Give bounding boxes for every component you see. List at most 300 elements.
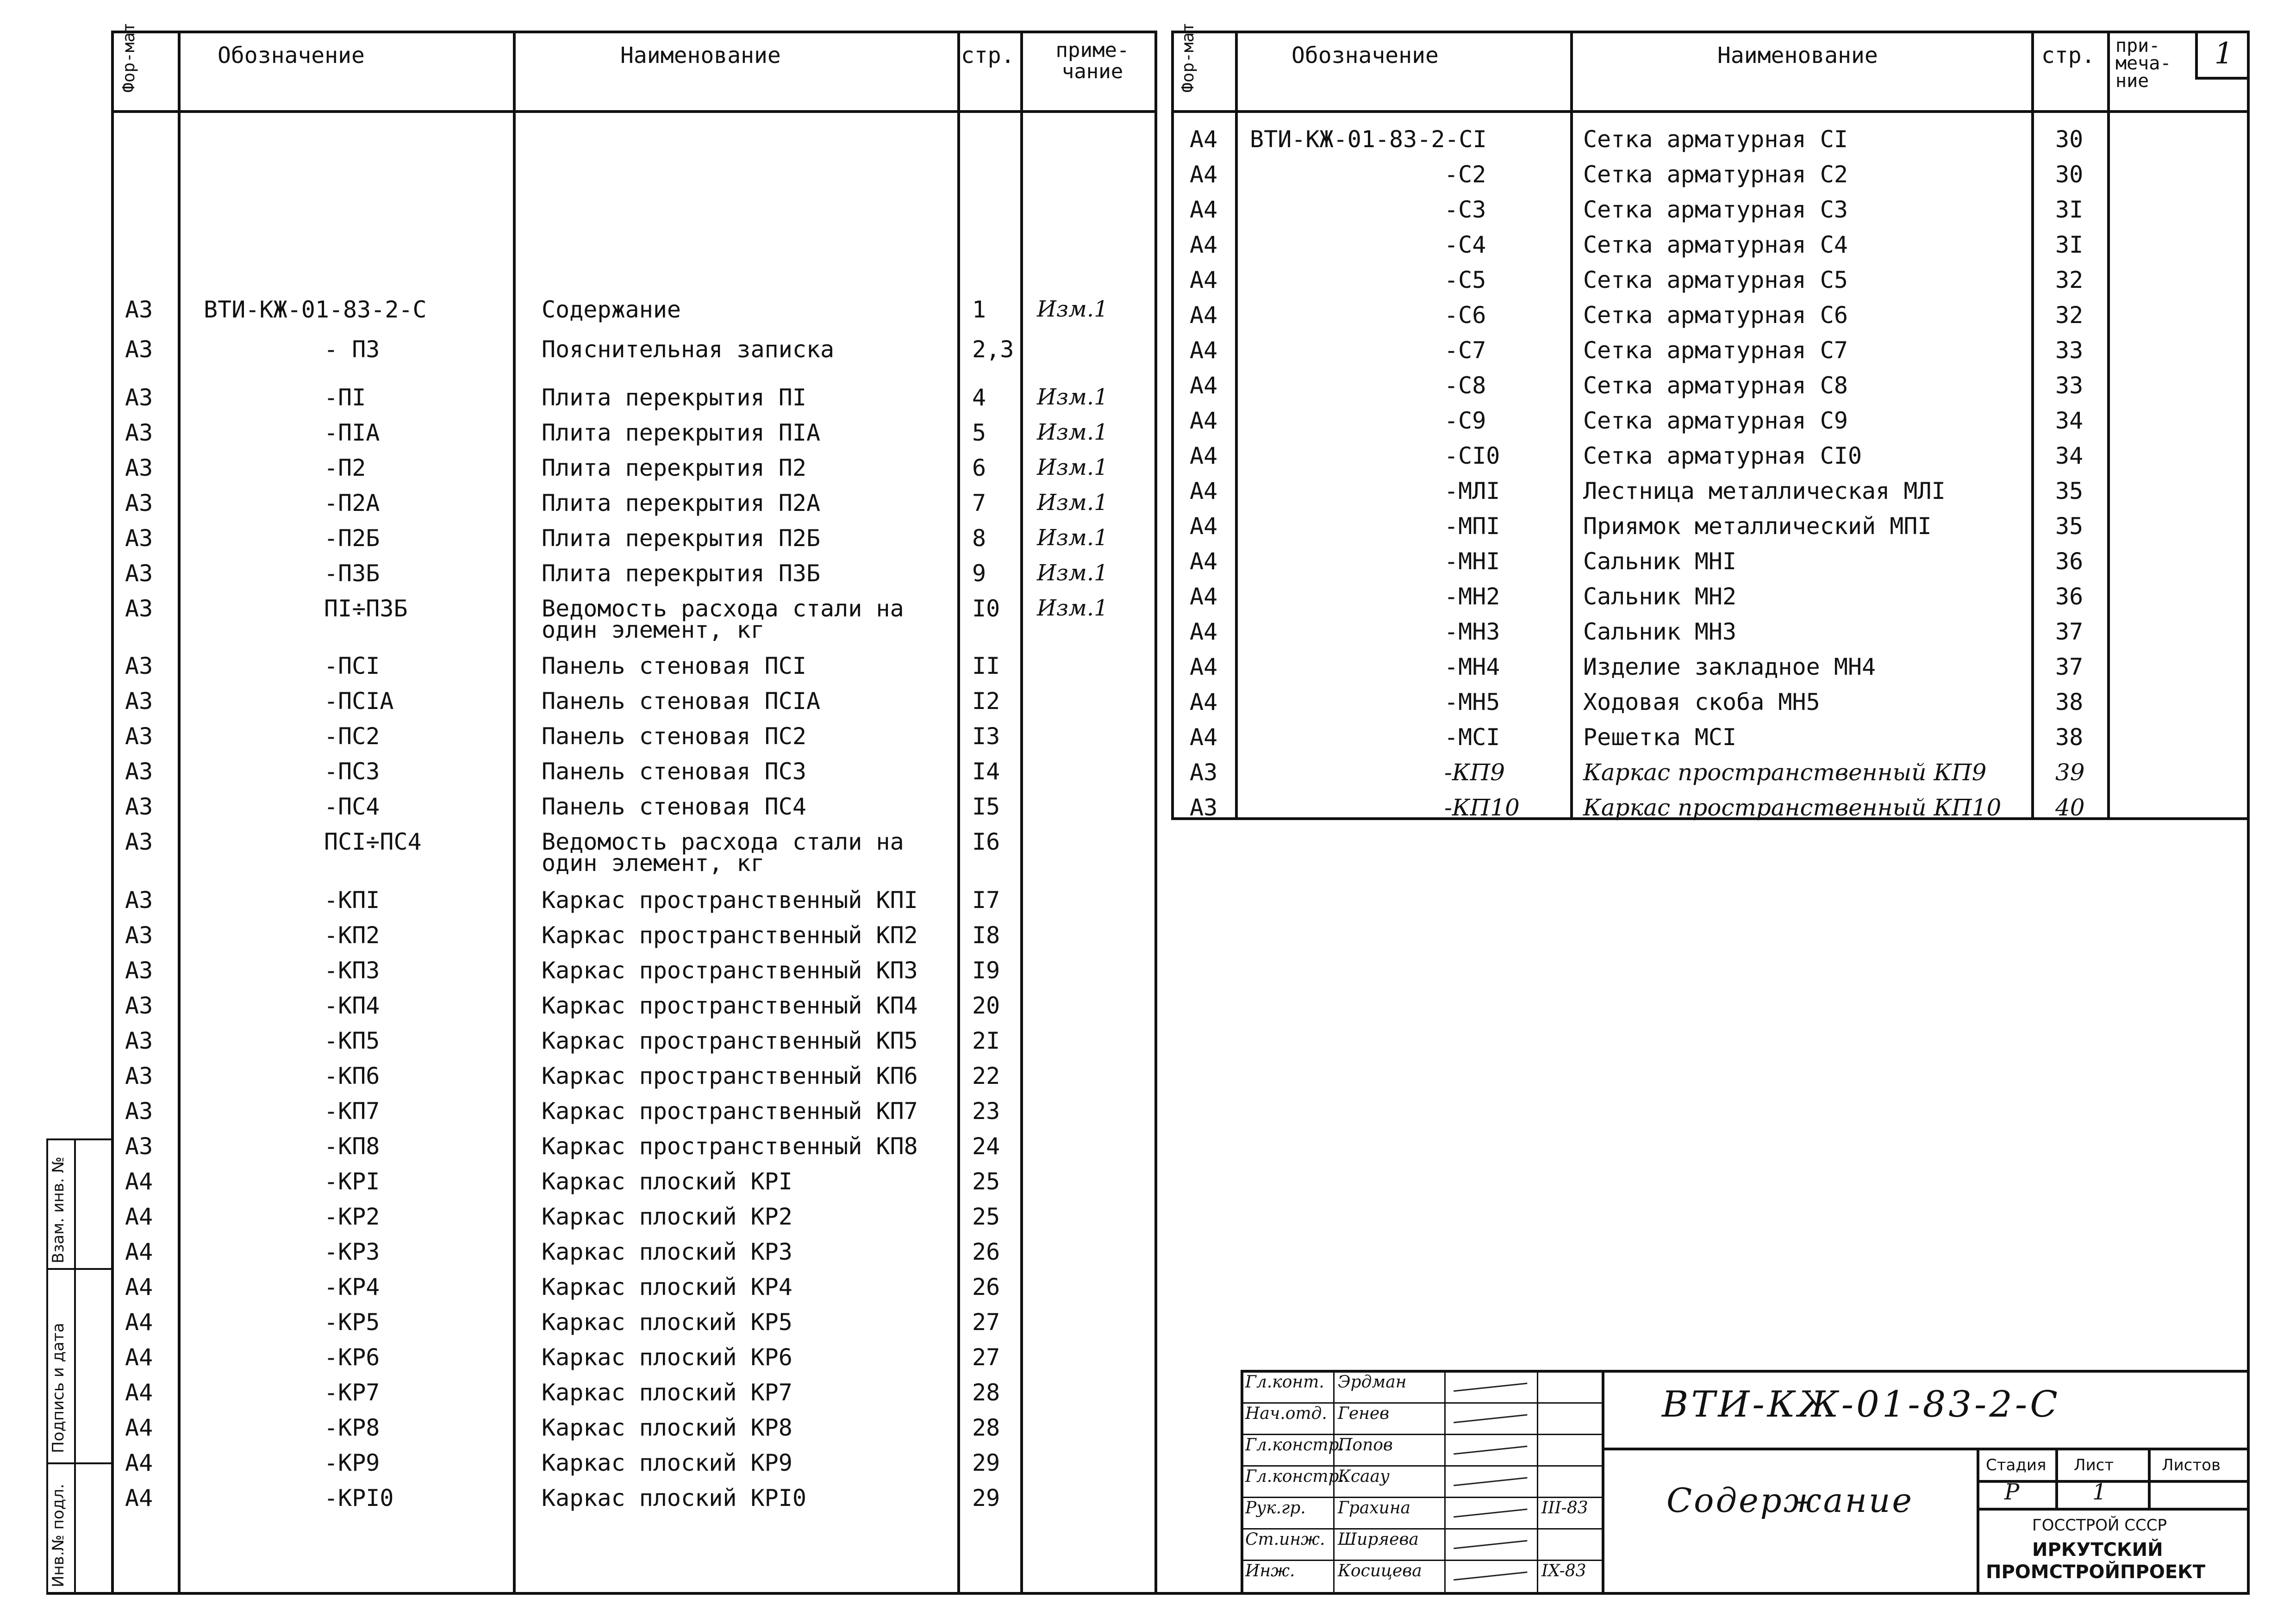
table-row	[0, 583, 2222, 618]
stamp-sheet-label: Лист	[2074, 1456, 2114, 1474]
format-cell: А4	[1190, 618, 1218, 645]
sheet-number-box	[2195, 31, 2250, 80]
stamp-code: ВТИ-КЖ-01-83-2-С	[1662, 1384, 2060, 1425]
format-cell: А3	[125, 922, 153, 949]
name-cell: Каркас пространственный КП7	[542, 1098, 918, 1125]
format-cell: А4	[1190, 653, 1218, 680]
name-cell: Лестница металлическая МЛI	[1583, 478, 1946, 504]
page-cell: I2	[972, 688, 1000, 715]
note-cell: Изм.1	[1037, 560, 1108, 586]
table-row	[0, 957, 1157, 992]
page-cell: 7	[972, 490, 986, 516]
name-cell: Сальник МН2	[1583, 583, 1737, 610]
page-cell: 5	[972, 419, 986, 446]
table-row	[0, 992, 1157, 1027]
name-cell: Каркас плоский КР2	[542, 1203, 792, 1230]
name-cell: Каркас плоский КР5	[542, 1309, 792, 1336]
page-cell: 2,3	[972, 336, 1014, 363]
margin-sep2	[46, 1462, 111, 1464]
designation-cell: -КП6	[324, 1063, 380, 1089]
name-cell: Каркас пространственный КП9	[1583, 759, 1987, 786]
left-header-note: приме-чание	[1055, 38, 1129, 83]
margin-inner	[74, 1138, 76, 1595]
stamp-stage-div1	[2055, 1448, 2058, 1508]
name-cell: Каркас плоский КР8	[542, 1414, 792, 1441]
designation-cell: -МСI	[1444, 724, 1500, 751]
designation-cell: ПСI÷ПС4	[324, 828, 422, 855]
page-cell: 3I	[2055, 231, 2084, 258]
left-table-top	[111, 31, 1157, 33]
designation-cell: -КП8	[324, 1133, 380, 1160]
name-cell: Сетка арматурная СI0	[1583, 442, 1862, 469]
format-cell: А4	[1190, 302, 1218, 329]
format-cell: А3	[125, 957, 153, 984]
table-row	[0, 618, 2222, 653]
designation-cell: -КР5	[324, 1309, 380, 1336]
format-cell: А3	[125, 653, 153, 679]
stamp-row-line	[1241, 1402, 1602, 1404]
stamp-code-bottom	[1602, 1448, 2250, 1450]
format-cell: А3	[125, 793, 153, 820]
format-cell: А3	[125, 525, 153, 552]
page-cell: 2I	[972, 1027, 1000, 1054]
format-cell: А4	[1190, 267, 1218, 293]
format-cell: А4	[125, 1168, 153, 1195]
page-cell: 8	[972, 525, 986, 552]
designation-cell: ПI÷П3Б	[324, 595, 408, 622]
table-row	[0, 337, 2222, 372]
name-cell: Плита перекрытия П2	[542, 454, 806, 481]
page-cell: 23	[972, 1098, 1000, 1125]
table-row	[0, 1168, 1157, 1203]
page-cell: 36	[2055, 583, 2084, 610]
stamp-signature	[1454, 1414, 1528, 1425]
format-cell: А4	[1190, 161, 1218, 188]
designation-cell: -МН3	[1444, 618, 1500, 645]
stamp-signature	[1454, 1540, 1528, 1551]
left-header-page: стр.	[961, 43, 1015, 68]
stamp-row-line	[1241, 1434, 1602, 1435]
stamp-title-right	[1977, 1448, 1979, 1595]
right-header-designation: Обозначение	[1292, 43, 1439, 68]
page-cell: 9	[972, 560, 986, 587]
designation-cell: -КП7	[324, 1098, 380, 1125]
designation-cell: -ПСIА	[324, 688, 394, 715]
designation-cell: -ПСI	[324, 653, 380, 679]
left-header-format: Фор-мат	[119, 22, 138, 93]
format-cell: А3	[125, 454, 153, 481]
stamp-stage: Р	[2004, 1479, 2020, 1505]
sheet-number: 1	[2214, 37, 2234, 71]
stamp-name: Ксаау	[1338, 1467, 1390, 1486]
margin-label-sign: Подпись и дата	[49, 1323, 68, 1453]
table-row	[0, 372, 2222, 407]
stamp-signature	[1454, 1446, 1528, 1457]
table-row	[0, 407, 2222, 442]
format-cell: А4	[125, 1379, 153, 1406]
designation-cell: -ПС3	[324, 758, 380, 785]
name-cell: Ведомость расхода стали на	[542, 828, 904, 855]
format-cell: А3	[125, 336, 153, 363]
right-header-note: при-меча-ние	[2115, 35, 2171, 92]
page-cell: 38	[2055, 724, 2084, 751]
format-cell: А3	[125, 992, 153, 1019]
name-cell: Плита перекрытия П2Б	[542, 525, 821, 552]
page-cell: 35	[2055, 513, 2084, 540]
designation-cell: -ПIА	[324, 419, 380, 446]
page-cell: I5	[972, 793, 1000, 820]
designation-cell: -КР3	[324, 1238, 380, 1265]
page-cell: 4	[972, 384, 986, 411]
format-cell: А4	[125, 1309, 153, 1336]
page-cell: 39	[2055, 759, 2085, 786]
stamp-sheet: 1	[2092, 1479, 2107, 1505]
page-cell: 25	[972, 1203, 1000, 1230]
name-cell: Сетка арматурная С5	[1583, 267, 1848, 293]
note-cell: Изм.1	[1037, 384, 1108, 410]
page-cell: I9	[972, 957, 1000, 984]
page-cell: I8	[972, 922, 1000, 949]
note-cell: Изм.1	[1037, 525, 1108, 551]
name-cell: Каркас пространственный КП6	[542, 1063, 918, 1089]
designation-cell: -МН5	[1444, 689, 1500, 715]
note-cell: Изм.1	[1037, 595, 1108, 621]
stamp-signature	[1454, 1383, 1528, 1394]
page-cell: 32	[2055, 302, 2084, 329]
format-cell: А4	[1190, 231, 1218, 258]
table-row	[0, 1133, 1157, 1168]
margin-top	[46, 1138, 111, 1140]
margin-sep1	[46, 1268, 111, 1270]
stamp-row-line	[1241, 1497, 1602, 1498]
table-row	[0, 724, 2222, 759]
page-cell: 30	[2055, 126, 2084, 153]
left-header-designation: Обозначение	[218, 43, 365, 68]
name-cell: Панель стеновая ПСI	[542, 653, 806, 679]
designation-cell: -ПС2	[324, 723, 380, 750]
designation-cell: -С8	[1444, 372, 1486, 399]
name-cell: Пояснительная записка	[542, 336, 835, 363]
format-cell: А4	[1190, 337, 1218, 364]
table-row	[0, 126, 2222, 161]
page-cell: 33	[2055, 372, 2084, 399]
stamp-name: Попов	[1338, 1436, 1393, 1455]
designation-cell: -КП4	[324, 992, 380, 1019]
name-cell: Панель стеновая ПС2	[542, 723, 806, 750]
designation-cell: -С5	[1444, 267, 1486, 293]
designation-cell: -КР2	[324, 1203, 380, 1230]
table-row	[0, 1203, 1157, 1238]
name-cell: Каркас пространственный КП10	[1583, 794, 2002, 821]
table-row	[0, 794, 2222, 829]
name-cell: Сетка арматурная С9	[1583, 407, 1848, 434]
name-cell: Приямок металлический МПI	[1583, 513, 1932, 540]
table-row	[0, 1379, 1157, 1414]
name-cell: Сетка арматурная С3	[1583, 196, 1848, 223]
format-cell: А4	[1190, 372, 1218, 399]
designation-cell: -П2Б	[324, 525, 380, 552]
note-cell: Изм.1	[1037, 454, 1108, 480]
name-cell: Сетка арматурная СI	[1583, 126, 1848, 153]
page-cell: 29	[972, 1485, 1000, 1511]
stamp-stage-label: Стадия	[1986, 1456, 2046, 1474]
designation-cell: -КР8	[324, 1414, 380, 1441]
format-cell: А4	[125, 1274, 153, 1300]
format-cell: А3	[125, 828, 153, 855]
page-cell: 24	[972, 1133, 1000, 1160]
name-cell: Каркас плоский КР6	[542, 1344, 792, 1371]
stamp-role: Гл.конт.	[1245, 1373, 1324, 1392]
page-cell: 22	[972, 1063, 1000, 1089]
designation-cell: -КР9	[324, 1449, 380, 1476]
format-cell: А3	[125, 384, 153, 411]
stamp-date: III-83	[1541, 1499, 1588, 1517]
table-row	[0, 887, 1157, 922]
format-cell: А4	[1190, 724, 1218, 751]
format-cell: А4	[1190, 407, 1218, 434]
stamp-signature	[1454, 1572, 1528, 1583]
table-row	[0, 161, 2222, 196]
designation-cell: -С2	[1444, 161, 1486, 188]
stamp-name: Ширяева	[1338, 1530, 1419, 1549]
page-cell: I6	[972, 828, 1000, 855]
page-cell: 34	[2055, 407, 2084, 434]
format-cell: А3	[125, 1063, 153, 1089]
format-cell: А3	[1190, 759, 1218, 786]
format-cell: А3	[125, 1133, 153, 1160]
page-cell: 32	[2055, 267, 2084, 293]
format-cell: А4	[1190, 583, 1218, 610]
page-cell: 28	[972, 1379, 1000, 1406]
designation-cell: -КРI0	[324, 1485, 394, 1511]
stamp-name: Косицева	[1338, 1561, 1422, 1580]
name-cell: Сетка арматурная С2	[1583, 161, 1848, 188]
designation-cell: -КП10	[1444, 794, 1520, 821]
designation-cell: -МН2	[1444, 583, 1500, 610]
designation-cell: -С6	[1444, 302, 1486, 329]
name-cell: Сальник МН3	[1583, 618, 1737, 645]
stamp-role: Инж.	[1245, 1561, 1295, 1580]
stamp-org-1: ГОССТРОЙ СССР	[2032, 1516, 2167, 1535]
designation-cell: -П2	[324, 454, 366, 481]
table-row	[0, 922, 1157, 957]
format-cell: А4	[1190, 196, 1218, 223]
stamp-title: Содержание	[1666, 1481, 1914, 1520]
stamp-row-line	[1241, 1465, 1602, 1467]
designation-cell: -КП3	[324, 957, 380, 984]
name-cell-line2: один элемент, кг	[542, 616, 765, 643]
format-cell: А3	[125, 490, 153, 516]
designation-cell: -П2А	[324, 490, 380, 516]
left-table-header-bottom	[111, 110, 1157, 113]
name-cell: Панель стеновая ПС3	[542, 758, 806, 785]
page-cell: 26	[972, 1238, 1000, 1265]
name-cell: Каркас плоский КРI	[542, 1168, 792, 1195]
table-row	[0, 548, 2222, 583]
designation-cell: -МНI	[1444, 548, 1500, 575]
table-row	[0, 689, 2222, 724]
table-row	[0, 196, 2222, 231]
page-cell: 20	[972, 992, 1000, 1019]
page-cell: 33	[2055, 337, 2084, 364]
page-cell: 35	[2055, 478, 2084, 504]
table-row	[0, 302, 2222, 337]
name-cell: Сетка арматурная С8	[1583, 372, 1848, 399]
name-cell: Каркас пространственный КП5	[542, 1027, 918, 1054]
table-row	[0, 1027, 1157, 1063]
margin-label-inv: Инв.№ подл.	[49, 1484, 68, 1587]
page-cell: 25	[972, 1168, 1000, 1195]
page-cell: 37	[2055, 653, 2084, 680]
format-cell: А4	[125, 1344, 153, 1371]
right-table-header-bottom	[1171, 110, 2250, 113]
designation-cell: -С9	[1444, 407, 1486, 434]
designation-cell: -КП5	[324, 1027, 380, 1054]
page-cell: I4	[972, 758, 1000, 785]
stamp-signature	[1454, 1477, 1528, 1488]
page-bottom-border	[46, 1592, 2250, 1595]
stamp-sheets-label: Листов	[2162, 1456, 2221, 1474]
designation-cell: -КР7	[324, 1379, 380, 1406]
table-row	[0, 513, 2222, 548]
table-row	[0, 442, 2222, 478]
name-cell: Ходовая скоба МН5	[1583, 689, 1820, 715]
format-cell: А4	[1190, 548, 1218, 575]
designation-cell: -КР6	[324, 1344, 380, 1371]
designation-cell: -С4	[1444, 231, 1486, 258]
designation-cell: -МПI	[1444, 513, 1500, 540]
right-table-top	[1171, 31, 2250, 33]
page-cell: 1	[972, 296, 986, 323]
format-cell: А4	[1190, 126, 1218, 153]
table-row	[0, 828, 1157, 877]
name-cell: Каркас пространственный КПI	[542, 887, 918, 914]
format-cell: А3	[125, 419, 153, 446]
designation-cell: ВТИ-КЖ-01-83-2-СI	[1250, 126, 1487, 153]
format-cell: А4	[125, 1238, 153, 1265]
designation-cell: -П3Б	[324, 560, 380, 587]
margin-outer	[46, 1138, 48, 1595]
name-cell: Содержание	[542, 296, 681, 323]
designation-cell: -КП2	[324, 922, 380, 949]
name-cell: Плита перекрытия ПI	[542, 384, 806, 411]
format-cell: А4	[125, 1449, 153, 1476]
name-cell: Каркас пространственный КП2	[542, 922, 918, 949]
format-cell: А3	[125, 688, 153, 715]
designation-cell: ВТИ-КЖ-01-83-2-С	[204, 296, 427, 323]
stamp-sig-right	[1602, 1370, 1604, 1595]
table-row	[0, 1063, 1157, 1098]
name-cell: Плита перекрытия ПIА	[542, 419, 821, 446]
table-row	[0, 759, 2222, 794]
designation-cell: -МЛI	[1444, 478, 1500, 504]
table-row	[0, 267, 2222, 302]
stamp-org-2: ИРКУТСКИЙ	[2032, 1539, 2163, 1561]
page-cell: I0	[972, 595, 1000, 622]
margin-label-replace: Взам. инв. №	[49, 1157, 68, 1263]
designation-cell: -КПI	[324, 887, 380, 914]
designation-cell: -СI0	[1444, 442, 1500, 469]
format-cell: А4	[1190, 478, 1218, 504]
format-cell: А4	[1190, 513, 1218, 540]
page-cell: 6	[972, 454, 986, 481]
format-cell: А3	[125, 560, 153, 587]
name-cell: Сальник МНI	[1583, 548, 1737, 575]
name-cell: Сетка арматурная С4	[1583, 231, 1848, 258]
format-cell: А3	[125, 887, 153, 914]
format-cell: А3	[125, 758, 153, 785]
page-cell: 26	[972, 1274, 1000, 1300]
designation-cell: -КРI	[324, 1168, 380, 1195]
name-cell: Каркас пространственный КП8	[542, 1133, 918, 1160]
table-row	[0, 1414, 1157, 1449]
format-cell: А4	[125, 1485, 153, 1511]
name-cell-line2: один элемент, кг	[542, 850, 765, 877]
format-cell: А3	[125, 296, 153, 323]
designation-cell: -С3	[1444, 196, 1486, 223]
stamp-name: Грахина	[1338, 1499, 1411, 1517]
designation-cell: - П3	[324, 336, 380, 363]
name-cell: Каркас пространственный КП3	[542, 957, 918, 984]
page-cell: 37	[2055, 618, 2084, 645]
format-cell: А4	[125, 1414, 153, 1441]
designation-cell: -КП9	[1444, 759, 1505, 786]
note-cell: Изм.1	[1037, 419, 1108, 445]
name-cell: Ведомость расхода стали на	[542, 595, 904, 622]
format-cell: А3	[1190, 794, 1218, 821]
stamp-row-line	[1241, 1560, 1602, 1561]
name-cell: Плита перекрытия П2А	[542, 490, 821, 516]
page-cell: 29	[972, 1449, 1000, 1476]
name-cell: Сетка арматурная С7	[1583, 337, 1848, 364]
page-right-border	[2247, 31, 2250, 1595]
name-cell: Каркас плоский КРI0	[542, 1485, 806, 1511]
designation-cell: -ПI	[324, 384, 366, 411]
table-row	[0, 653, 2222, 689]
table-row	[0, 231, 2222, 267]
page-cell: 27	[972, 1344, 1000, 1371]
format-cell: А3	[125, 1098, 153, 1125]
name-cell: Сетка арматурная С6	[1583, 302, 1848, 329]
page-cell: 28	[972, 1414, 1000, 1441]
designation-cell: -КР4	[324, 1274, 380, 1300]
stamp-name: Генев	[1338, 1404, 1390, 1423]
stamp-role: Нач.отд.	[1245, 1404, 1327, 1423]
name-cell: Каркас пространственный КП4	[542, 992, 918, 1019]
format-cell: А3	[125, 595, 153, 622]
page-cell: 38	[2055, 689, 2084, 715]
stamp-role: Ст.инж.	[1245, 1530, 1325, 1549]
table-row	[0, 1238, 1157, 1274]
stamp-stage-div2	[2148, 1448, 2151, 1508]
table-row	[0, 1344, 1157, 1379]
table-row	[0, 1098, 1157, 1133]
stamp-org-3: ПРОМСТРОЙПРОЕКТ	[1986, 1561, 2206, 1583]
page-cell: I7	[972, 887, 1000, 914]
table-row	[0, 1449, 1157, 1485]
note-cell: Изм.1	[1037, 490, 1108, 516]
name-cell: Каркас плоский КР4	[542, 1274, 792, 1300]
name-cell: Панель стеновая ПСIА	[542, 688, 821, 715]
stamp-row-line	[1241, 1528, 1602, 1530]
name-cell: Панель стеновая ПС4	[542, 793, 806, 820]
name-cell: Изделие закладное МН4	[1583, 653, 1876, 680]
format-cell: А3	[125, 723, 153, 750]
right-header-page: стр.	[2041, 43, 2095, 68]
stamp-role: Гл.констр.	[1245, 1436, 1344, 1455]
stamp-signature	[1454, 1509, 1528, 1520]
stamp-date: IX-83	[1541, 1561, 1586, 1580]
